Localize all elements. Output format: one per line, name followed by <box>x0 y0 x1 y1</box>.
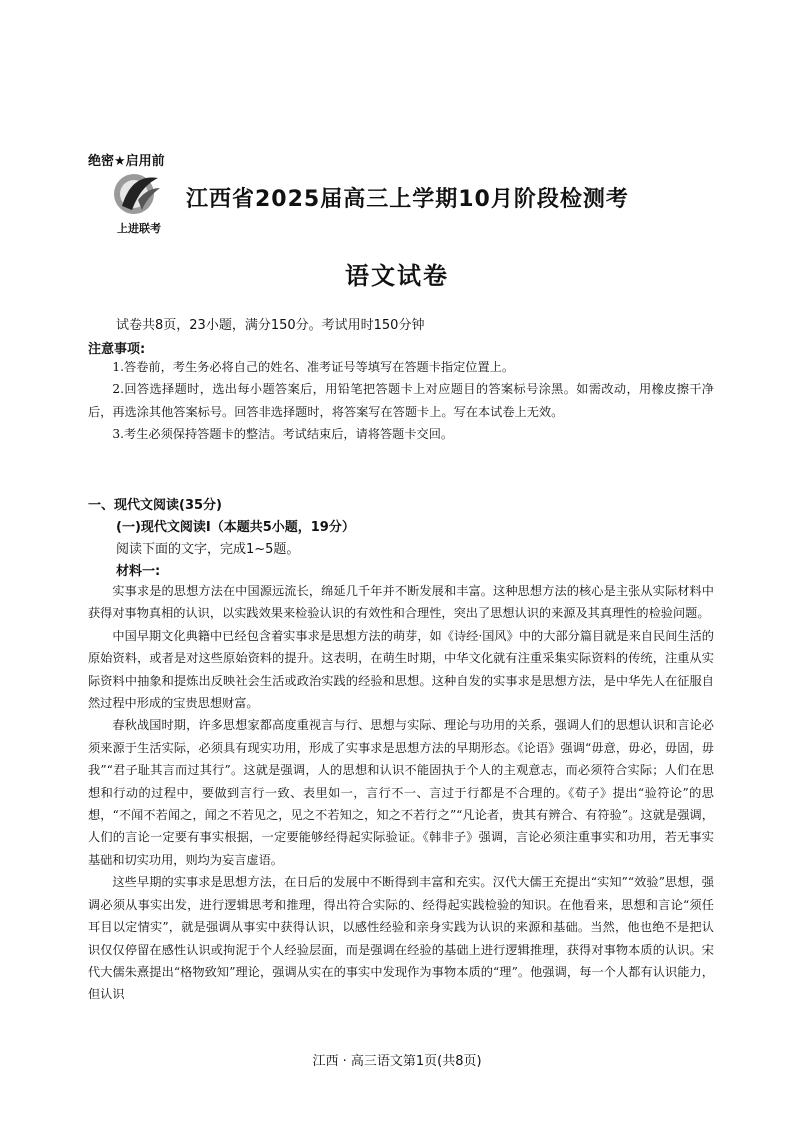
subsection-title: (一)现代文阅读I（本题共5小题，19分） <box>116 520 355 535</box>
section-title: 一、现代文阅读(35分) <box>88 498 222 513</box>
notice-item-1: 1.答卷前，考生务必将自己的姓名、准考证号等填写在答题卡指定位置上。 <box>112 360 515 374</box>
paragraph-3: 春秋战国时期，许多思想家都高度重视言与行、思想与实际、理论与功用的关系，强调人们的思想认识和言论必须来源于生活实际，必须具有现实功用，形成了实事求是思想方法的早期形态。《论语》强调“毋意，毋必，毋固，毋我”“君子耻其言而过其行”。这就是强调，人的思想和认识不能固执于个人的主观意志，而必须符合实际；人们在思想和行动的过程中，要做到言行一致、表里如一，言行不一、言过于行都是不合理的。《荀子》提出“验符论”的思想，“不闻不若闻之，闻之不若见之，见之不若知之，知之不若行之”“凡论者，贵其有辨合、有符验”。这就是强调，人们的言论一定要有事实根据，一定要能够经得起实际验证。《韩非子》强调，言论必须注重事实和功用，若无事实基础和切实功用，则均为妄言虚语。 <box>88 718 714 867</box>
material-label: 材料一: <box>116 564 161 579</box>
reading-instruction: 阅读下面的文字，完成1~5题。 <box>116 542 300 557</box>
paragraph-2: 中国早期文化典籍中已经包含着实事求是思想方法的萌芽，如《诗经·国风》中的大部分篇目就是来自民间生活的原始资料，或者是对这些原始资料的提升。这表明，在萌生时期，中华文化就有注重采集实际资料的传统，注重从实际资料中抽象和提炼出反映社会生活或政治实践的经验和思想。这种自发的实事求是思想方法，是中华先人在征服自然过程中形成的宝贵思想财富。 <box>88 628 714 711</box>
paragraph-4: 这些早期的实事求是思想方法，在日后的发展中不断得到丰富和充实。汉代大儒王充提出“实知”“效验”思想，强调必须从事实出发，进行逻辑思考和推理，得出符合实际的、经得起实践检验的知识。在他看来，思想和言论“须任耳目以定情实”，就是强调从事实中获得认识，以感性经验和亲身实践为认识的来源和基础。当然，他也绝不是把认识仅仅停留在感性认识或拘泥于个人经验层面，而是强调在经验的基础上进行逻辑推理，获得对事物本质的认识。宋代大儒朱熹提出“格物致知”理论，强调从实在的事实中发现作为事物本质的“理”。他强调，每一个人都有认识能力，但认识 <box>88 875 714 1002</box>
subject-title: 语文试卷 <box>345 262 449 290</box>
secret-label: 绝密★启用前 <box>88 154 165 169</box>
logo-icon <box>108 170 170 222</box>
exam-intro: 试卷共8页，23小题，满分150分。考试用时150分钟 <box>116 318 425 333</box>
notice-item-3: 3.考生必须保持答题卡的整洁。考试结束后，请将答题卡交回。 <box>112 427 454 442</box>
logo-text: 上进联考 <box>117 222 161 235</box>
paragraph-1: 实事求是的思想方法在中国源远流长，绵延几千年并不断发展和丰富。这种思想方法的核心是主张从实际材料中获得对事物真相的认识，以实践效果来检验认识的有效性和合理性，突出了思想认识的来源及其真理性的检验问题。 <box>88 584 714 621</box>
page-footer: 江西 · 高三语文第1页(共8页) <box>312 1054 482 1069</box>
notice-list <box>88 356 714 446</box>
logo <box>108 170 170 234</box>
notice-heading: 注意事项: <box>88 342 146 357</box>
material-text <box>88 580 714 1006</box>
notice-item-2: 2.回答选择题时，选出每小题答案后，用铅笔把答题卡上对应题目的答案标号涂黑。如需改动，用橡皮擦干净后，再选涂其他答案标号。回答非选择题时，将答案写在答题卡上。写在本试卷上无效。 <box>88 382 714 419</box>
exam-title: 江西省2025届高三上学期10月阶段检测考 <box>186 187 629 212</box>
